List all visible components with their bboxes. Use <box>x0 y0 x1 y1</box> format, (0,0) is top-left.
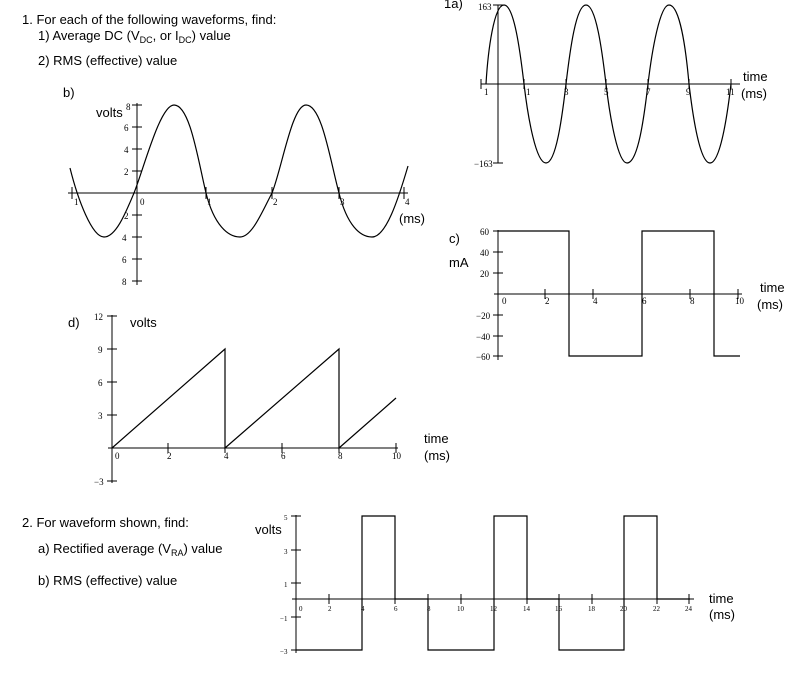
graph-1d-ytick-label: −3 <box>94 477 104 487</box>
graph-2-ytick-label: 1 <box>284 581 288 589</box>
graph-1a-xtick-label: 7 <box>646 87 651 97</box>
graph-2-xtick-label: 10 <box>457 605 464 613</box>
graph-1b-ytick-label: 8 <box>126 102 131 112</box>
graph-1d-ytick-label: 3 <box>98 411 103 421</box>
graph-2-xtick-label: 16 <box>555 605 562 613</box>
graph-1a <box>444 0 768 169</box>
problem1-heading: 1. For each of the following waveforms, find: <box>22 12 277 27</box>
graph-2 <box>255 514 735 656</box>
graph-2-ytick-label: −1 <box>280 615 288 623</box>
graph-1d-xtick-label: 2 <box>167 451 172 461</box>
graph-1c-ytick-label: 20 <box>480 269 489 279</box>
graph-1a-xlabel-ms: (ms) <box>741 86 767 101</box>
graph-2-xtick-label: 4 <box>361 605 365 613</box>
graph-1d-xtick-label: 0 <box>115 451 120 461</box>
graph-1d-xtick-label: 4 <box>224 451 229 461</box>
problem2-item-b: b) RMS (effective) value <box>38 573 178 588</box>
graph-1a-ytick-label: −163 <box>474 159 493 169</box>
graph-1c-xtick-label: 10 <box>735 296 744 306</box>
graph-1b-xtick-label: 3 <box>340 197 345 207</box>
problem1-item2: 2) RMS (effective) value <box>38 53 178 68</box>
graph-1d-waveform <box>112 349 396 448</box>
graph-1d-label: d) <box>68 315 80 330</box>
graph-1c-xtick-label: 4 <box>593 296 598 306</box>
graph-1d-xtick-label: 6 <box>281 451 286 461</box>
graph-1c-xtick-label: 0 <box>502 296 507 306</box>
graph-2-xtick-label: 8 <box>427 605 431 613</box>
graph-1d-ylabel: volts <box>130 315 157 330</box>
graph-1b-ytick-label: 2 <box>124 167 129 177</box>
graph-1a-label: 1a) <box>444 0 463 11</box>
graph-2-xtick-label: 22 <box>653 605 660 613</box>
graph-1b-ytick-label: 4 <box>122 233 127 243</box>
graph-2-ylabel: volts <box>255 522 282 537</box>
graph-1b-ytick-label: 2 <box>124 211 129 221</box>
graph-2-xtick-label: 24 <box>685 605 692 613</box>
graph-2-xtick-label: 0 <box>299 605 303 613</box>
graph-2-xtick-label: 18 <box>588 605 595 613</box>
graph-1c-ytick-label: 40 <box>480 248 489 258</box>
graph-2-xtick-label: 2 <box>328 605 332 613</box>
graph-1d-xtick-label: 10 <box>392 451 401 461</box>
graph-1b-ytick-label: 8 <box>122 277 127 287</box>
graph-1d-ytick-label: 12 <box>94 312 103 322</box>
graph-1b-xlabel: (ms) <box>399 211 425 226</box>
graph-1b-xtick-label: 0 <box>140 197 145 207</box>
graph-1a-xtick-label: 1 <box>484 87 489 97</box>
graph-1a-xtick-label: 9 <box>686 87 691 97</box>
graph-1b-xtick-label: 1 <box>207 197 212 207</box>
graph-1b-waveform <box>70 105 408 237</box>
graph-1c-label: c) <box>449 231 460 246</box>
graph-1a-ytick-label: 163 <box>478 2 492 12</box>
graph-2-xlabel-time: time <box>709 591 734 606</box>
graph-2-waveform <box>296 516 690 650</box>
graph-1d-xlabel-time: time <box>424 431 449 446</box>
graph-1a-xtick-label: 5 <box>604 87 609 97</box>
graph-2-xlabel-ms: (ms) <box>709 607 735 622</box>
graph-1b-ylabel: volts <box>96 105 123 120</box>
graph-2-ytick-label: −3 <box>280 648 288 656</box>
graph-1c-ytick-label: −60 <box>476 352 491 362</box>
problem2-heading: 2. For waveform shown, find: <box>22 515 189 530</box>
graph-1c <box>449 227 785 362</box>
graph-1b <box>63 85 425 287</box>
graph-1a-xtick-label: 11 <box>726 87 735 97</box>
graph-1c-xtick-label: 8 <box>690 296 695 306</box>
graph-1b-ytick-label: 4 <box>124 145 129 155</box>
graph-1c-ytick-label: −20 <box>476 311 491 321</box>
graph-2-ytick-label: 3 <box>284 548 288 556</box>
problem2-item-a: a) Rectified average $(V_{RA})$ value <box>38 541 223 558</box>
graph-1c-xtick-label: 2 <box>545 296 550 306</box>
graph-2-xtick-label: 20 <box>620 605 627 613</box>
graph-2-xtick-label: 12 <box>490 605 497 613</box>
graph-2-ytick-label: 5 <box>284 514 288 522</box>
problem1-item1: 1) Average DC ($V_{DC}$, or $I_{DC}$) value <box>38 28 231 45</box>
graph-1b-xtick-label: 4 <box>405 197 410 207</box>
graph-1a-xtick-label: 1 <box>526 87 531 97</box>
graph-1b-ytick-label: 6 <box>124 123 129 133</box>
graph-1b-xtick-label: 2 <box>273 197 278 207</box>
graph-1a-xlabel-time: time <box>743 69 768 84</box>
graph-1d-ytick-label: 9 <box>98 345 103 355</box>
graph-2-xtick-label: 14 <box>523 605 530 613</box>
graph-1c-ytick-label: 60 <box>480 227 489 237</box>
graph-1b-label: b) <box>63 85 75 100</box>
graph-1c-xtick-label: 6 <box>642 296 647 306</box>
graph-2-xtick-label: 6 <box>394 605 398 613</box>
graph-1a-xtick-label: 3 <box>564 87 569 97</box>
graph-1d-ytick-label: 6 <box>98 378 103 388</box>
graph-1d-xtick-label: 8 <box>338 451 343 461</box>
graph-1b-ytick-label: 6 <box>122 255 127 265</box>
graph-1d-xlabel-ms: (ms) <box>424 448 450 463</box>
graph-1c-xlabel-time: time <box>760 280 785 295</box>
graph-1c-ylabel: mA <box>449 255 469 270</box>
graph-1b-xtick-label: 1 <box>74 197 79 207</box>
graph-1c-xlabel-ms: (ms) <box>757 297 783 312</box>
graph-1c-ytick-label: −40 <box>476 332 491 342</box>
graph-1d <box>68 312 450 487</box>
